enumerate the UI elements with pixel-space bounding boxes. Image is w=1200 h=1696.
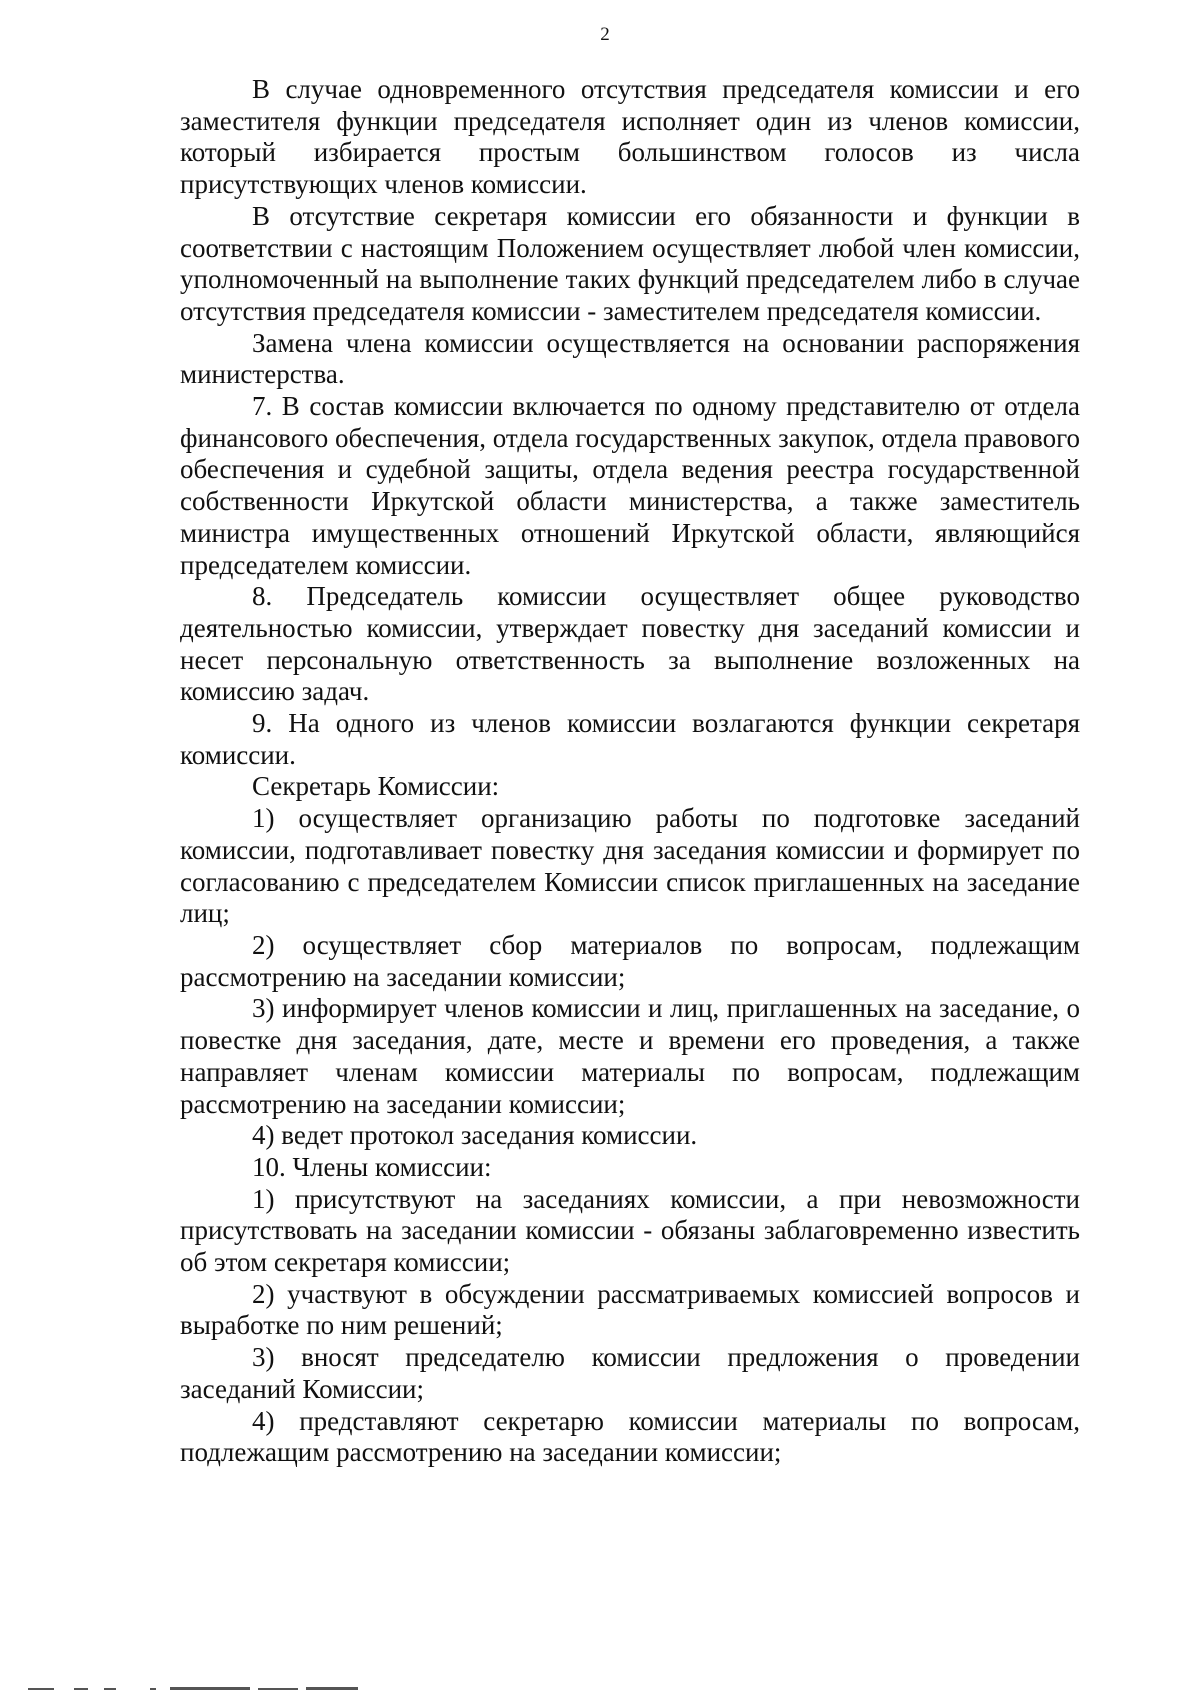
paragraph-item-10: 10. Члены комиссии: <box>252 1151 492 1182</box>
page-number: 2 <box>600 24 610 45</box>
paragraph-item-7: 7. В состав комиссии включается по одному представителю от отдела финансового обеспечения, отдела государственных закупок, отдела правового обеспечения и судебной защиты, отдела ведения реестра государственной собственности Иркутской области министерства, а также заместитель министра имущественных отношений Иркутской области, являющийся председателем комиссии. <box>180 391 1081 580</box>
paragraph-member-replacement: Замена члена комиссии осуществляется на основании распоряжения министерства. <box>180 327 1080 390</box>
paragraph-member-duty-4: 4) представляют секретарю комиссии материалы по вопросам, подлежащим рассмотрению на заседании комиссии; <box>180 1405 1080 1468</box>
paragraph-secretary-duty-3: 3) информирует членов комиссии и лиц, приглашенных на заседание, о повестке дня заседания, дате, месте и времени его проведения, а также направляет членам комиссии материалы по вопросам, подлежащим рассмотрению на заседании комиссии; <box>180 993 1080 1119</box>
paragraph-secretary-duty-1: 1) осуществляет организацию работы по подготовке заседаний комиссии, подготавливает повестку дня заседания комиссии и формирует по согласованию с председателем Комиссии список приглашенных на заседание лиц; <box>180 803 1080 929</box>
paragraph-member-duty-2: 2) участвуют в обсуждении рассматриваемых комиссией вопросов и выработке по ним решений; <box>180 1278 1080 1341</box>
paragraph-chairman-substitute: В случае одновременного отсутствия председателя комиссии и его заместителя функции председателя исполняет один из членов комиссии, который избирается простым большинством голосов из числа присутствующих членов комиссии. <box>180 74 1080 200</box>
paragraph-member-duty-3: 3) вносят председателю комиссии предложения о проведении заседаний Комиссии; <box>180 1342 1080 1404</box>
paragraph-item-8: 8. Председатель комиссии осуществляет общее руководство деятельностью комиссии, утверждает повестку дня заседаний комиссии и несет персональную ответственность за выполнение возложенных на комиссию задач. <box>180 581 1080 707</box>
paragraph-member-duty-1: 1) присутствуют на заседаниях комиссии, а при невозможности присутствовать на заседании комиссии - обязаны заблаговременно известить об этом секретаря комиссии; <box>180 1183 1080 1278</box>
paragraph-secretary-duty-2: 2) осуществляет сбор материалов по вопросам, подлежащим рассмотрению на заседании комиссии; <box>180 929 1080 992</box>
paragraph-secretary-duty-4: 4) ведет протокол заседания комиссии. <box>252 1120 698 1151</box>
scan-artifact-marks <box>0 1680 400 1690</box>
document-body <box>180 74 1080 1469</box>
paragraph-item-9: 9. На одного из членов комиссии возлагаются функции секретаря комиссии. <box>180 708 1080 770</box>
paragraph-secretary-substitute: В отсутствие секретаря комиссии его обязанности и функции в соответствии с настоящим Положением осуществляет любой член комиссии, уполномоченный на выполнение таких функций председателем либо в случае отсутствия председателя комиссии - заместителем председателя комиссии. <box>180 200 1080 326</box>
paragraph-secretary-heading: Секретарь Комиссии: <box>252 771 500 802</box>
